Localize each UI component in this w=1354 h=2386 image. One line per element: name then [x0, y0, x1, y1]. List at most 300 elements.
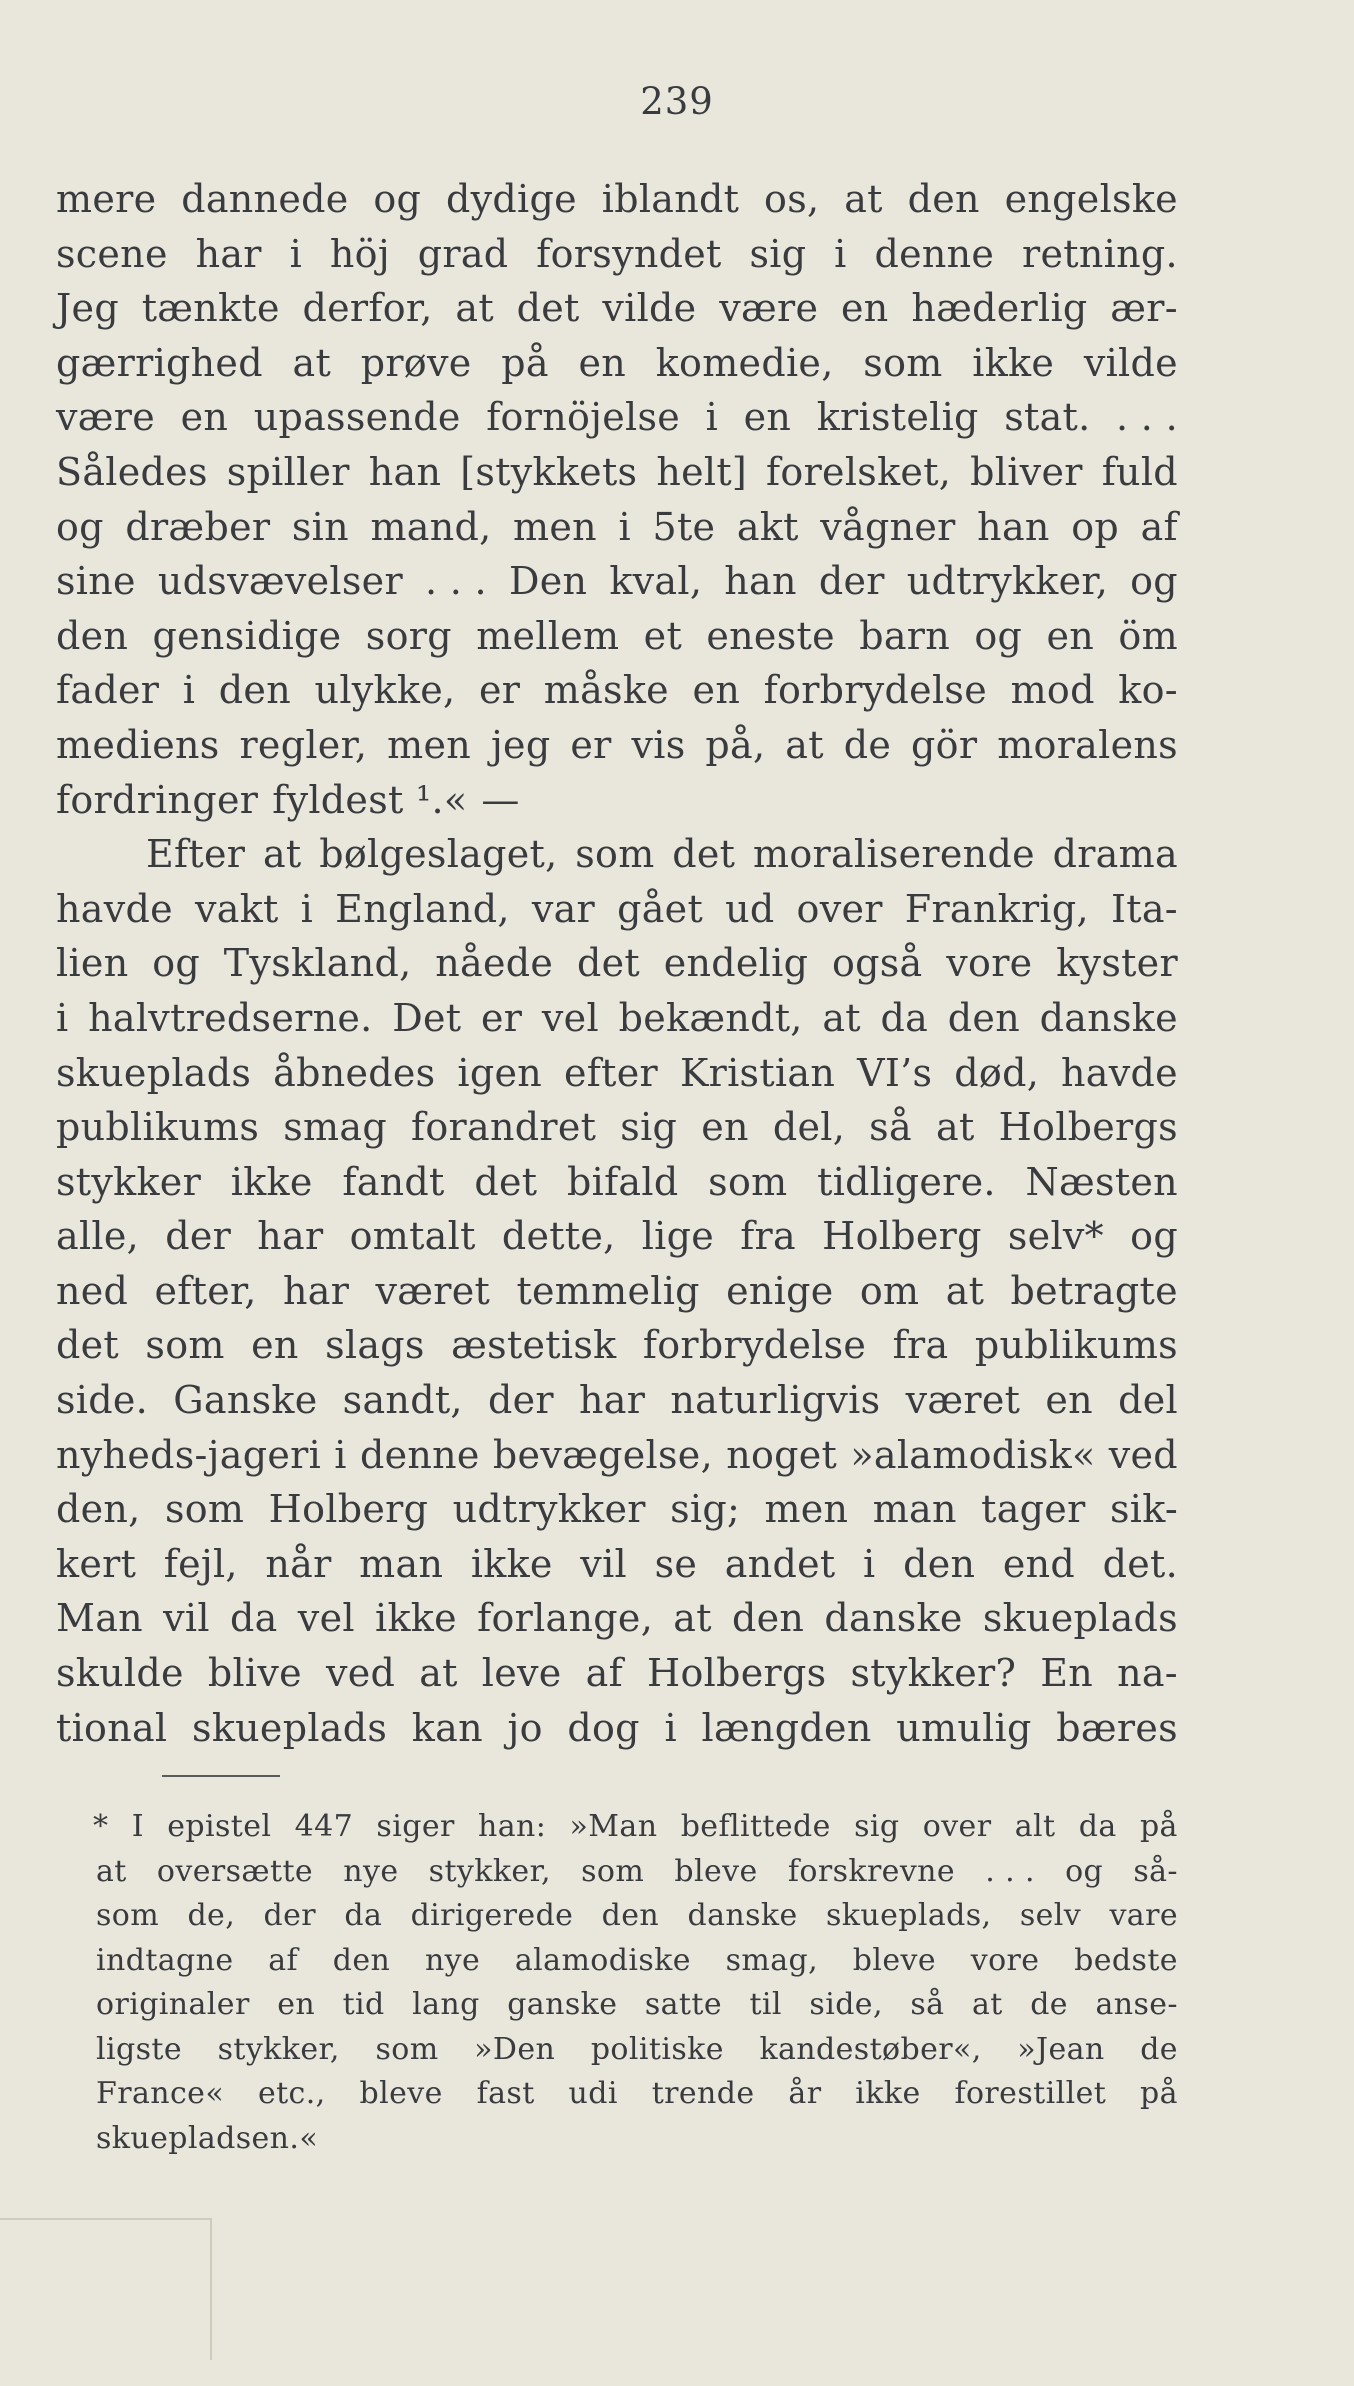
word: upassende — [253, 395, 461, 440]
word: vilde — [1083, 340, 1178, 385]
word: skueplads — [982, 1596, 1178, 1641]
word: ganske — [507, 1987, 618, 2022]
word: men — [764, 1487, 849, 1532]
word: og — [1065, 1853, 1104, 1889]
word: år — [788, 2076, 822, 2111]
word: end — [1002, 1541, 1076, 1586]
word: der — [487, 1378, 554, 1423]
word: de — [1140, 2031, 1178, 2067]
word: politiske — [590, 2031, 724, 2067]
footnote-line — [96, 1939, 1178, 1984]
word: oversætte — [156, 1853, 314, 1889]
word: efter, — [154, 1268, 257, 1313]
word: den — [903, 1541, 976, 1586]
word: så — [869, 1105, 912, 1150]
word: Frankrig, — [904, 886, 1089, 931]
word: bleve — [359, 2076, 443, 2111]
footnote-line — [96, 1983, 1178, 2028]
word: den — [601, 1898, 660, 1933]
word: Holberg — [268, 1487, 429, 1532]
word: de, — [187, 1898, 236, 1933]
word: forestillet — [954, 2076, 1107, 2111]
footnote-line — [96, 2117, 1178, 2162]
word: man — [872, 1487, 957, 1532]
word: gensidige — [152, 613, 342, 658]
word: ned — [56, 1268, 129, 1313]
word: anse- — [1095, 1987, 1178, 2022]
word: fordringer — [56, 777, 259, 822]
word: satte — [644, 1987, 722, 2022]
word: på, — [705, 722, 766, 767]
word: Kristian — [679, 1050, 836, 1095]
word: mediens — [56, 722, 220, 767]
word: vakt — [194, 886, 279, 931]
word: bliver — [970, 449, 1083, 494]
word: den — [218, 668, 291, 713]
word: betragte — [1010, 1268, 1178, 1313]
text-line — [56, 1318, 1178, 1373]
word: da — [344, 1898, 383, 1933]
word: den, — [56, 1487, 141, 1532]
word: Jeg — [56, 286, 119, 331]
word: engelske — [1004, 177, 1178, 221]
word: af — [1140, 504, 1178, 549]
body-text — [56, 172, 1178, 1755]
word: grad — [417, 231, 509, 276]
word: ær- — [1110, 286, 1178, 331]
word: været — [375, 1268, 491, 1313]
word: den — [56, 613, 129, 658]
word: bevægelse, — [492, 1432, 713, 1477]
word: na- — [1117, 1651, 1178, 1696]
word: alt — [1014, 1809, 1056, 1844]
word: at — [96, 1853, 127, 1889]
word: ikke — [855, 2076, 921, 2111]
word: igen — [457, 1050, 543, 1095]
word: . . . — [1116, 395, 1178, 440]
word: del — [1118, 1378, 1178, 1423]
word: stykker — [56, 1159, 202, 1204]
word: Holbergs — [998, 1105, 1178, 1150]
text-line — [56, 1100, 1178, 1155]
text-line — [56, 718, 1178, 773]
word: og — [373, 177, 422, 221]
word: da — [230, 1596, 278, 1641]
word: dog — [567, 1705, 640, 1750]
word: ikke — [972, 340, 1055, 385]
word: kval, — [609, 559, 703, 604]
word: fra — [740, 1214, 796, 1259]
text-line — [56, 445, 1178, 500]
word: en — [578, 340, 627, 385]
word: af — [585, 1651, 623, 1696]
word: som — [145, 1323, 225, 1368]
word: leve — [481, 1651, 562, 1696]
word: Det — [392, 995, 462, 1040]
word: vore — [946, 941, 1033, 986]
word: han: — [478, 1809, 547, 1844]
word: efter — [564, 1050, 658, 1095]
word: på — [1139, 1809, 1178, 1844]
word: men — [513, 504, 597, 549]
word: * — [93, 1809, 109, 1844]
word: slags — [325, 1323, 425, 1368]
word: »Jean — [1017, 2031, 1105, 2067]
word: en — [1046, 613, 1095, 658]
word: eneste — [706, 613, 835, 658]
word: moralens — [997, 722, 1178, 767]
word: hæderlig — [911, 286, 1088, 331]
word: man — [359, 1541, 444, 1586]
word: dydige — [446, 177, 577, 221]
word: i — [618, 504, 631, 549]
word: indtagne — [96, 1942, 234, 1978]
word: stykker, — [428, 1853, 551, 1889]
word: sig — [620, 1105, 678, 1150]
word: Efter — [146, 832, 246, 877]
text-line — [56, 1537, 1178, 1592]
word: kert — [56, 1541, 137, 1586]
word: sig; — [670, 1487, 741, 1532]
word: i — [289, 231, 303, 276]
word: mand, — [370, 504, 492, 549]
text-line — [56, 1209, 1178, 1264]
word: höj — [329, 231, 390, 276]
word: og — [974, 613, 1023, 658]
word: være — [56, 395, 156, 440]
word: et — [643, 613, 683, 658]
word: öm — [1118, 613, 1178, 658]
word: lang — [412, 1987, 480, 2022]
word: bifald — [566, 1159, 679, 1204]
word: kandestøber«, — [759, 2031, 982, 2067]
word: smag — [283, 1105, 387, 1150]
text-line — [56, 172, 1178, 227]
word: tid — [342, 1987, 385, 2022]
text-line — [56, 390, 1178, 445]
word: som — [575, 832, 655, 877]
word: gærrighed — [56, 340, 263, 385]
text-line — [56, 882, 1178, 937]
text-line — [56, 1264, 1178, 1319]
word: fra — [892, 1323, 949, 1368]
word: se — [654, 1541, 698, 1586]
word: selv* — [1007, 1214, 1104, 1259]
word: ud — [725, 886, 775, 931]
word: danske — [1039, 995, 1178, 1040]
word: som — [863, 340, 943, 385]
word: at — [419, 1651, 458, 1696]
word: sig — [854, 1809, 900, 1844]
word: kyster — [1056, 941, 1178, 986]
word: — — [481, 777, 520, 822]
word: Næsten — [1025, 1159, 1178, 1204]
word: der — [165, 1214, 232, 1259]
word: at — [844, 177, 883, 221]
word: udi — [568, 2076, 618, 2111]
word: akt — [736, 504, 799, 549]
word: En — [1040, 1651, 1094, 1696]
word: når — [265, 1541, 332, 1586]
word: alamodiske — [514, 1942, 691, 1978]
word: vore — [970, 1942, 1040, 1978]
word: det — [576, 941, 640, 986]
text-line — [56, 336, 1178, 391]
word: er — [480, 995, 523, 1040]
word: skulde — [56, 1651, 184, 1696]
word: der — [818, 559, 885, 604]
text-line — [56, 1373, 1178, 1428]
word: iblandt — [601, 177, 740, 221]
word: tager — [981, 1487, 1086, 1532]
word: andet — [724, 1541, 836, 1586]
word: som — [581, 1853, 645, 1889]
word: vil — [580, 1541, 627, 1586]
word: dirigerede — [410, 1898, 574, 1933]
word: som — [164, 1487, 245, 1532]
word: »Den — [474, 2031, 556, 2067]
word: at — [673, 1596, 712, 1641]
word: noget — [726, 1432, 838, 1477]
word: bekændt, — [618, 995, 803, 1040]
word: stykker? — [850, 1651, 1017, 1696]
footnote-line — [96, 1894, 1178, 1939]
text-line — [56, 554, 1178, 609]
word: der — [263, 1898, 316, 1933]
word: lien — [56, 941, 129, 986]
word: jo — [507, 1705, 543, 1750]
word: scene — [56, 231, 168, 276]
word: vel — [297, 1596, 355, 1641]
word: Man — [56, 1596, 143, 1641]
word: dannede — [181, 177, 349, 221]
word: nyheds-jageri — [56, 1432, 322, 1477]
word: en — [251, 1323, 299, 1368]
word: vare — [1109, 1898, 1178, 1933]
word: i — [56, 995, 69, 1040]
footnote-line — [96, 2072, 1178, 2117]
word: kan — [411, 1705, 483, 1750]
word: tænkte — [141, 286, 280, 331]
word: danske — [824, 1596, 963, 1641]
word: fornöjelse — [486, 395, 681, 440]
word: længden — [701, 1705, 872, 1750]
word: men — [387, 722, 472, 767]
word: gör — [911, 722, 978, 767]
word: forbrydelse — [642, 1323, 867, 1368]
footnote-line — [96, 1850, 1178, 1895]
word: selv — [1019, 1898, 1082, 1933]
word: af — [268, 1942, 299, 1978]
word: en — [701, 1105, 749, 1150]
word: forskrevne — [787, 1853, 956, 1889]
word: nye — [424, 1942, 481, 1978]
word: en — [180, 395, 229, 440]
word: derfor, — [302, 286, 433, 331]
word: komedie, — [655, 340, 834, 385]
word: enige — [726, 1268, 834, 1313]
word: gået — [617, 886, 704, 931]
word: en — [743, 395, 792, 440]
word: han — [724, 559, 797, 604]
word: barn — [859, 613, 951, 658]
word: Tyskland, — [223, 941, 412, 986]
word: så- — [1133, 1853, 1178, 1889]
word: stykker, — [217, 2031, 340, 2067]
word: bølgeslaget, — [319, 832, 558, 877]
word: han — [977, 504, 1050, 549]
word: op — [1071, 504, 1120, 549]
word: da — [880, 995, 929, 1040]
word: i — [664, 1705, 677, 1750]
word: tidligere. — [817, 1159, 996, 1204]
page-number: 239 — [640, 80, 714, 123]
word: i — [182, 668, 196, 713]
word: i — [334, 1432, 347, 1477]
word: alle, — [56, 1214, 140, 1259]
word: os, — [764, 177, 820, 221]
word: at — [785, 722, 824, 767]
word: ikke — [230, 1159, 313, 1204]
word: beflittede — [680, 1809, 831, 1844]
word: at — [455, 286, 494, 331]
word: de — [843, 722, 892, 767]
word: ikke — [470, 1541, 553, 1586]
text-line — [56, 936, 1178, 991]
word: en — [1045, 1378, 1093, 1423]
word: France« — [96, 2076, 225, 2111]
word: 447 — [294, 1809, 354, 1844]
word: om — [859, 1268, 920, 1313]
word: som — [708, 1159, 788, 1204]
word: »Man — [569, 1809, 658, 1844]
word: det — [56, 1323, 119, 1368]
word: stat. — [1004, 395, 1091, 440]
word: siger — [376, 1809, 455, 1844]
word: skueplads — [192, 1705, 388, 1750]
word: Ita- — [1110, 886, 1178, 931]
word: en — [692, 668, 741, 713]
word: til — [749, 1987, 782, 2022]
word: også — [831, 941, 923, 986]
word: Således — [56, 449, 208, 494]
word: havde — [56, 886, 173, 931]
word: skueplads, — [825, 1898, 992, 1933]
word: har — [195, 231, 262, 276]
word: umulig — [896, 1705, 1032, 1750]
word: bleve — [852, 1942, 937, 1978]
word: i — [834, 231, 847, 276]
text-line — [56, 609, 1178, 664]
word: var — [531, 886, 596, 931]
text-line — [56, 1591, 1178, 1646]
word: ligste — [96, 2031, 182, 2067]
word: epistel — [167, 1809, 272, 1844]
text-line — [56, 1701, 1178, 1756]
word: at — [971, 1987, 1003, 2022]
word: den — [332, 1942, 391, 1978]
word: nåede — [435, 941, 554, 986]
text-line — [56, 827, 1178, 882]
text-line — [56, 1155, 1178, 1210]
word: bedste — [1074, 1942, 1178, 1978]
word: er — [478, 668, 521, 713]
word: blive — [207, 1651, 302, 1696]
word: udtrykker, — [906, 559, 1109, 604]
word: måske — [543, 668, 669, 713]
word: moraliserende — [752, 832, 1035, 877]
word: vilde — [602, 286, 697, 331]
word: er — [570, 722, 612, 767]
word: en — [841, 286, 889, 331]
word: har — [578, 1378, 646, 1423]
word: dræber — [125, 504, 271, 549]
text-line — [56, 227, 1178, 282]
word: ulykke, — [314, 668, 456, 713]
text-line — [56, 1646, 1178, 1701]
word: naturligvis — [670, 1378, 881, 1423]
word: VI’s — [857, 1050, 933, 1095]
word: retning. — [1022, 231, 1178, 276]
word: sine — [56, 559, 136, 604]
word: vel — [541, 995, 599, 1040]
text-line — [56, 1482, 1178, 1537]
word: bæres — [1056, 1705, 1178, 1750]
word: i — [300, 886, 314, 931]
text-line — [56, 281, 1178, 336]
word: har — [257, 1214, 324, 1259]
word: kristelig — [816, 395, 979, 440]
word: ved — [1108, 1432, 1178, 1477]
word: åbnedes — [273, 1050, 436, 1095]
word: æstetisk — [451, 1323, 617, 1368]
word: fyldest ¹.« — [272, 777, 468, 822]
word: forbrydelse — [763, 668, 987, 713]
word: [stykkets — [460, 449, 638, 494]
word: prøve — [360, 340, 472, 385]
word: en — [277, 1987, 316, 2022]
text-line — [56, 663, 1178, 718]
word: sik- — [1109, 1487, 1178, 1532]
text-line — [56, 1428, 1178, 1483]
word: publikums — [56, 1105, 260, 1150]
word: mellem — [476, 613, 620, 658]
word: Ganske — [173, 1378, 318, 1423]
word: mod — [1010, 668, 1095, 713]
word: temmelig — [516, 1268, 700, 1313]
word: forlange, — [477, 1596, 654, 1641]
word: dette, — [501, 1214, 616, 1259]
word: over — [922, 1809, 992, 1844]
word: fader — [56, 668, 160, 713]
word: Holbergs — [647, 1651, 827, 1696]
word: originaler — [96, 1987, 250, 2022]
word: ved — [325, 1651, 396, 1696]
word: denne — [874, 231, 995, 276]
word: publikums — [974, 1323, 1178, 1368]
word: helt] — [656, 449, 748, 494]
word: fuld — [1101, 449, 1178, 494]
word: udsvævelser — [157, 559, 403, 604]
word: så — [910, 1987, 945, 2022]
text-line — [56, 500, 1178, 555]
word: bleve — [674, 1853, 758, 1889]
word: at — [945, 1268, 985, 1313]
word: han — [368, 449, 442, 494]
word: regler, — [239, 722, 368, 767]
word: har — [283, 1268, 350, 1313]
word: smag, — [725, 1942, 819, 1978]
